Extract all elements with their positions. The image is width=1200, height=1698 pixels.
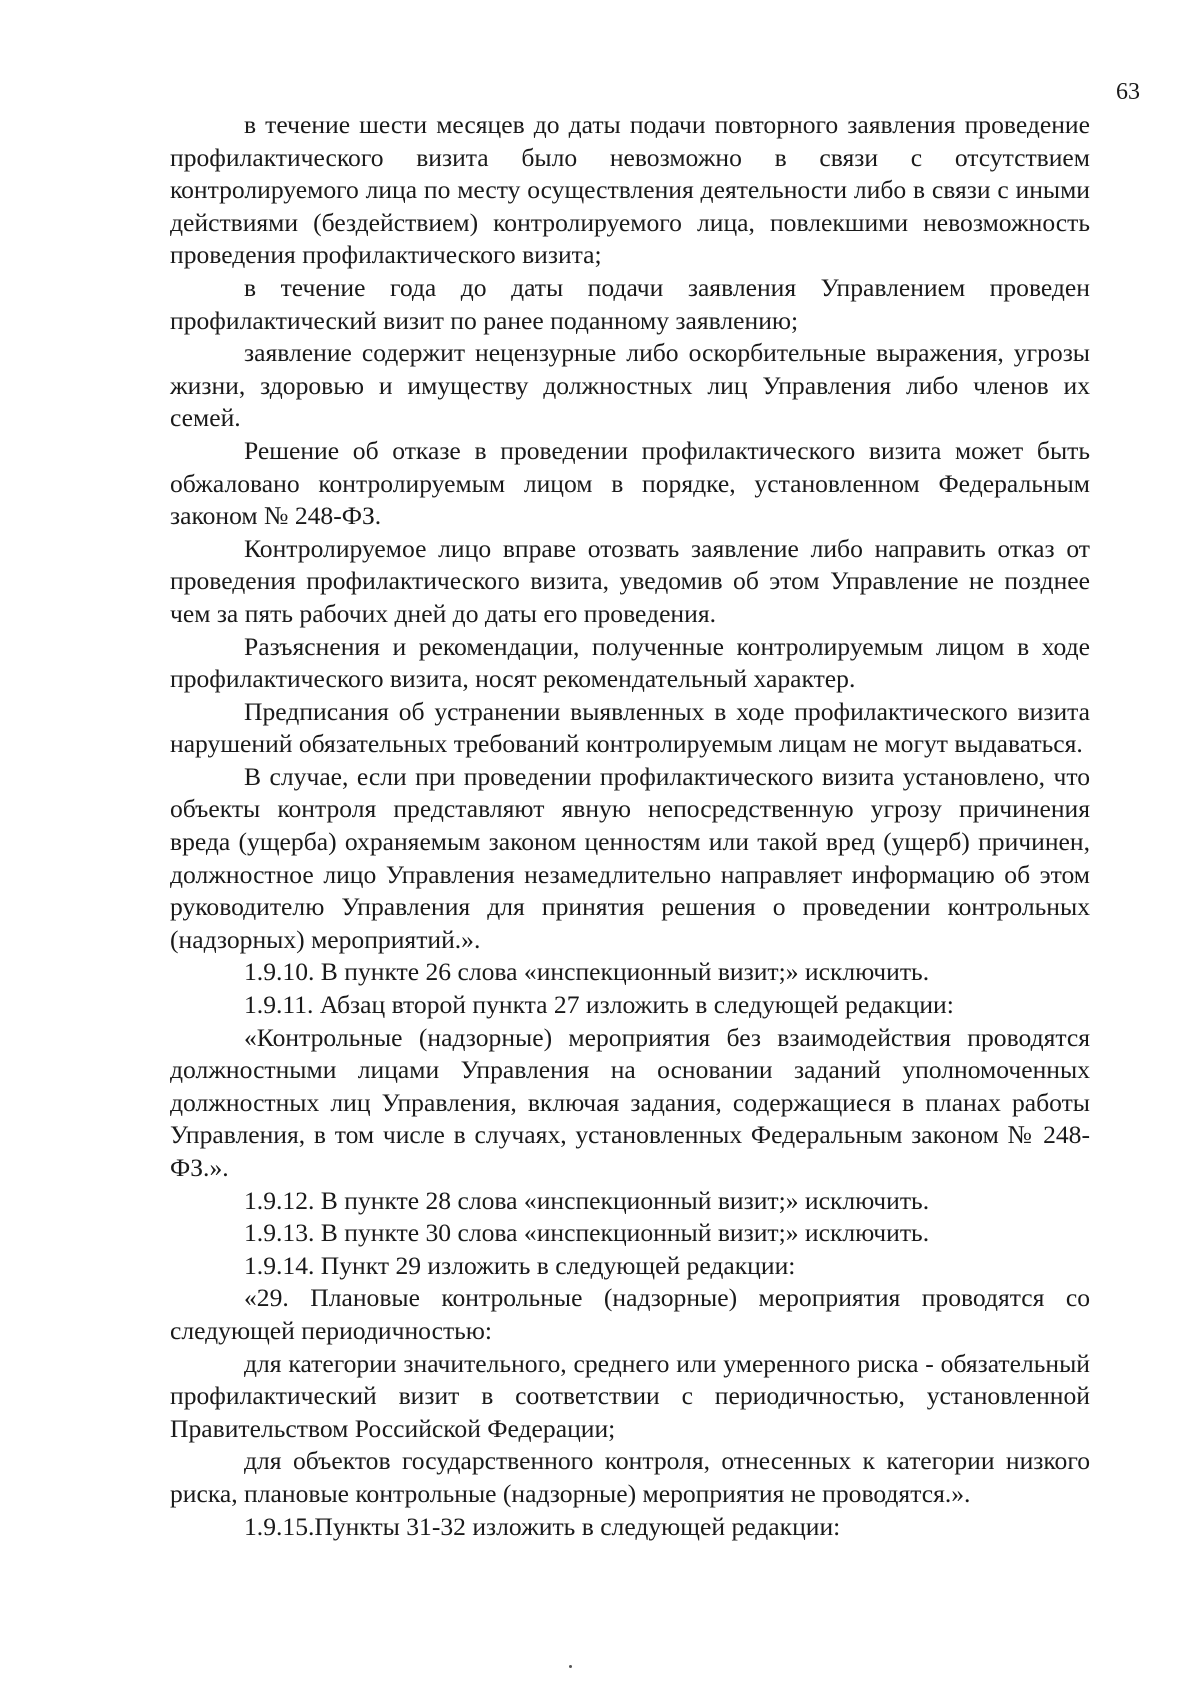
- scan-speck: [569, 1665, 572, 1668]
- body-paragraph: 1.9.10. В пункте 26 слова «инспекционный визит;» исключить.: [244, 957, 930, 987]
- body-paragraph: Разъяснения и рекомендации, полученные контролируемым лицом в ходе профилактического визита, носят рекомендательный характер.: [170, 631, 1090, 694]
- page-number: 63: [1116, 79, 1140, 105]
- body-paragraph: 1.9.12. В пункте 28 слова «инспекционный визит;» исключить.: [244, 1185, 930, 1215]
- body-paragraph: заявление содержит нецензурные либо оскорбительные выражения, угрозы жизни, здоровью и имуществу должностных лиц Управления либо членов их семей.: [170, 338, 1090, 433]
- body-paragraph: для категории значительного, среднего или умеренного риска - обязательный профилактический визит в соответствии с периодичностью, установленной Правительством Российской Федерации;: [170, 1348, 1090, 1443]
- body-paragraph: для объектов государственного контроля, отнесенных к категории низкого риска, плановые контрольные (надзорные) мероприятия не проводятся.».: [170, 1446, 1090, 1508]
- body-paragraph: «29. Плановые контрольные (надзорные) мероприятия проводятся со следующей периодичностью:: [170, 1283, 1090, 1345]
- body-paragraph: Решение об отказе в проведении профилактического визита может быть обжаловано контролируемым лицом в порядке, установленном Федеральным законом № 248-ФЗ.: [170, 435, 1090, 531]
- body-paragraph: В случае, если при проведении профилактического визита установлено, что объекты контроля представляют явную непосредственную угрозу причинения вреда (ущерба) охраняемым законом ценностям или такой вред (ущерб) причинен, должностное лицо Управления незамедлительно направляет информацию об этом руководителю Управления для принятия решения о проведении контрольных (надзорных) мероприятий.».: [170, 761, 1090, 954]
- body-paragraph: в течение года до даты подачи заявления Управлением проведен профилактический визит по ранее поданному заявлению;: [170, 272, 1090, 335]
- body-paragraph: 1.9.11. Абзац второй пункта 27 изложить в следующей редакции:: [244, 990, 954, 1020]
- document-body: [170, 109, 1090, 1543]
- body-paragraph: 1.9.14. Пункт 29 изложить в следующей редакции:: [244, 1250, 796, 1280]
- body-paragraph: Предписания об устранении выявленных в ходе профилактического визита нарушений обязательных требований контролируемым лицам не могут выдаваться.: [170, 696, 1090, 759]
- body-paragraph: «Контрольные (надзорные) мероприятия без взаимодействия проводятся должностными лицами Управления на основании заданий уполномоченных должностных лиц Управления, включая задания, содержащиеся в планах работы Управления, в том числе в случаях, установленных Федеральным законом № 248-ФЗ.».: [170, 1022, 1090, 1182]
- body-paragraph: Контролируемое лицо вправе отозвать заявление либо направить отказ от проведения профилактического визита, уведомив об этом Управление не позднее чем за пять рабочих дней до даты его проведения.: [170, 533, 1090, 628]
- body-paragraph: в течение шести месяцев до даты подачи повторного заявления проведение профилактического визита было невозможно в связи с отсутствием контролируемого лица по месту осуществления деятельности либо в связи с иными действиями (бездействием) контролируемого лица, повлекшими невозможность проведения профилактического визита;: [170, 110, 1090, 270]
- body-paragraph: 1.9.13. В пункте 30 слова «инспекционный визит;» исключить.: [244, 1218, 930, 1248]
- body-paragraph: 1.9.15.Пункты 31-32 изложить в следующей редакции:: [244, 1511, 841, 1541]
